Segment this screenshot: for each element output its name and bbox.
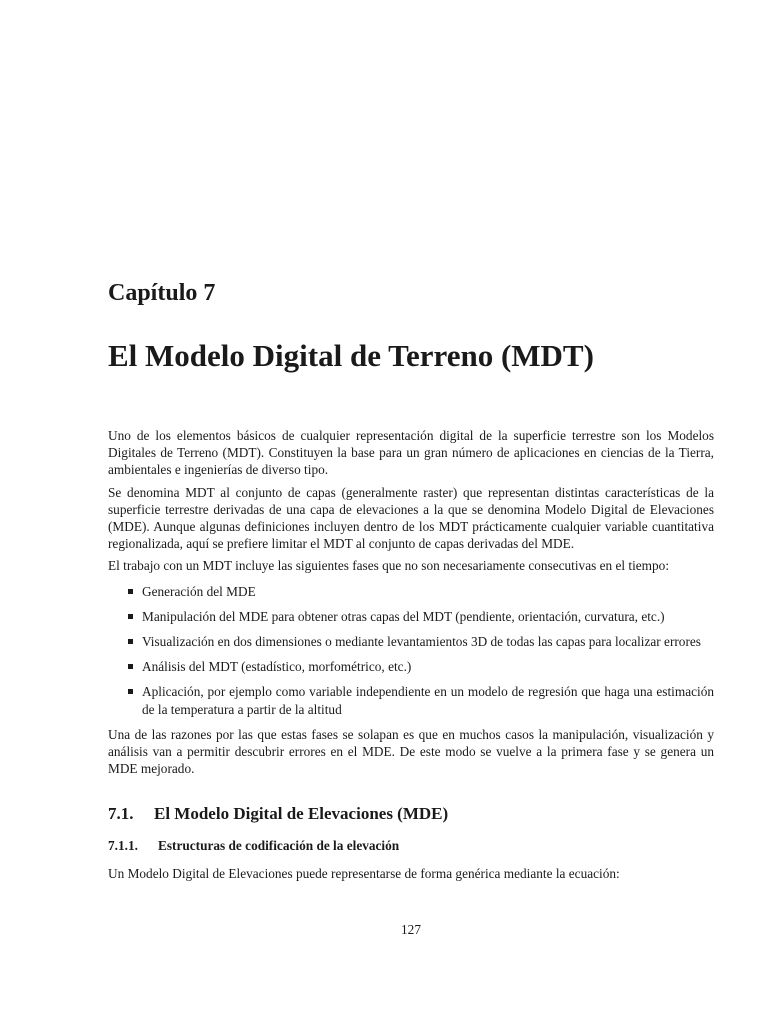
list-item <box>108 658 714 675</box>
list-item <box>108 633 714 650</box>
page-number: 127 <box>401 922 421 937</box>
list-item-text: Manipulación del MDE para obtener otras capas del MDT (pendiente, orientación, curvatura, etc.) <box>142 608 665 624</box>
body-text <box>108 427 714 887</box>
bullet-square-icon <box>128 639 133 644</box>
list-item <box>108 583 714 600</box>
paragraph-overlap: Una de las razones por las que estas fases se solapan es que en muchos casos la manipulación, visualización y análisis van a permitir descubrir errores en el MDE. De este modo se vuelve a la primera fase y se genera un MDE mejorado. <box>108 726 714 777</box>
list-item-text: Visualización en dos dimensiones o mediante levantamientos 3D de todas las capas para localizar errores <box>142 634 701 650</box>
section-number: 7.1. <box>108 804 134 824</box>
paragraph-equation-intro: Un Modelo Digital de Elevaciones puede representarse de forma genérica mediante la ecuación: <box>108 865 620 881</box>
subsection-title: Estructuras de codificación de la elevación <box>158 838 400 854</box>
paragraph-intro: Uno de los elementos básicos de cualquier representación digital de la superficie terrestre son los Modelos Digitales de Terreno (MDT). Constituyen la base para un gran número de aplicaciones en ciencias de la Tierra, ambientales e ingenierías de diverso tipo. <box>108 428 714 478</box>
list-item-text: Generación del MDE <box>142 583 256 599</box>
list-item-text: Análisis del MDT (estadístico, morfométrico, etc.) <box>142 659 412 675</box>
bullet-square-icon <box>128 689 133 694</box>
list-item-text: Aplicación, por ejemplo como variable independiente en un modelo de regresión que haga una estimación de la temperatura a partir de la altitud <box>142 684 714 717</box>
bullet-square-icon <box>128 614 133 619</box>
chapter-label: Capítulo 7 <box>108 280 216 306</box>
bullet-square-icon <box>128 664 133 669</box>
subsection-heading <box>108 837 714 854</box>
chapter-title: El Modelo Digital de Terreno (MDT) <box>108 338 594 373</box>
document-page <box>108 0 714 1024</box>
list-item <box>108 608 714 625</box>
paragraph-definition: Se denomina MDT al conjunto de capas (generalmente raster) que representan distintas características de la superficie terrestre derivadas de una capa de elevaciones a la que se denomina Modelo Digital de Elevaciones (MDE). Aunque algunas definiciones incluyen dentro de los MDT prácticamente cualquier variable cuantitativa regionalizada, aquí se prefiere limitar el MDT al conjunto de capas derivadas del MDE. <box>108 484 714 552</box>
list-item <box>108 683 714 717</box>
bullet-square-icon <box>128 589 133 594</box>
subsection-number: 7.1.1. <box>108 838 138 854</box>
section-title: El Modelo Digital de Elevaciones (MDE) <box>154 804 449 824</box>
phases-list <box>108 583 714 718</box>
section-heading <box>108 803 714 825</box>
paragraph-phases-intro: El trabajo con un MDT incluye las siguientes fases que no son necesariamente consecutivas en el tiempo: <box>108 558 670 574</box>
